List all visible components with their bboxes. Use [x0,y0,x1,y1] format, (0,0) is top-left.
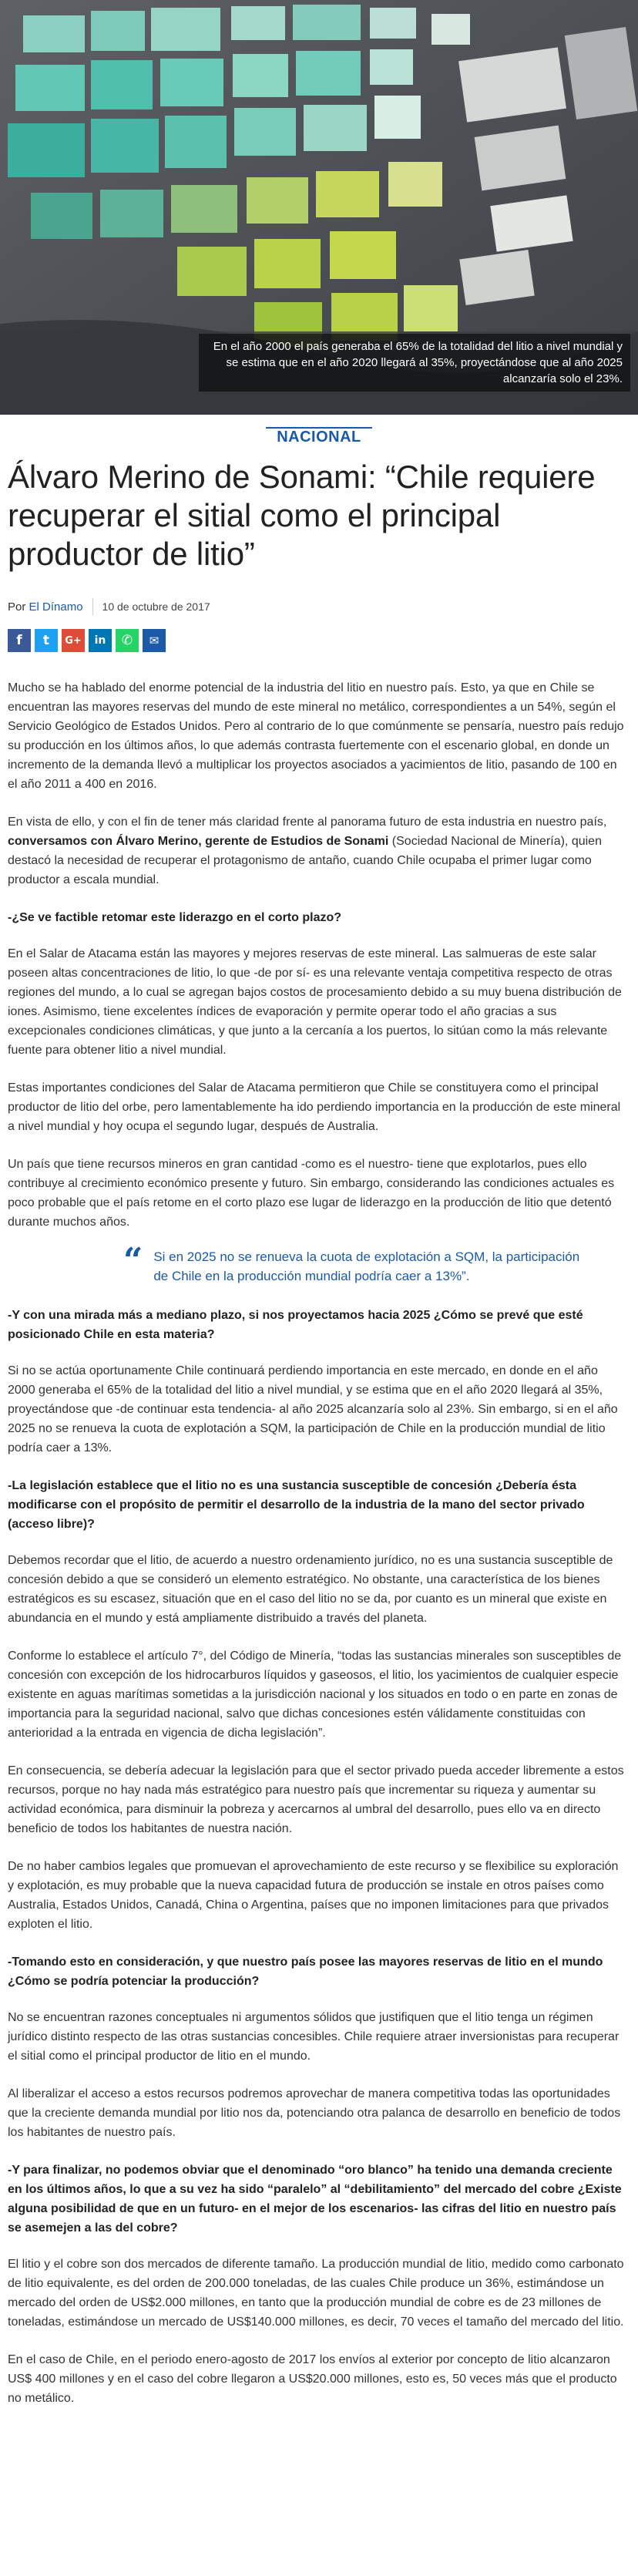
author-link[interactable]: El Dínamo [29,600,83,614]
paragraph: En consecuencia, se debería adecuar la legislación para que el sector privado pueda acceder libremente a estos recursos, porque no hay nada más estratégico para nuestro país que incrementar su riqueza y aumentar su actividad económica, para disminuir la pobreza y acercarnos al umbral del desarrollo, pues ello va en directo beneficio de todos los habitantes de nuestra nación. [8,1764,624,1835]
interview-question: -Y con una mirada más a mediano plazo, si nos proyectamos hacia 2025 ¿Cómo se prevé que esté posicionado Chile en esta materia? [8,1309,583,1341]
paragraph-text: (Sociedad Nacional de Minería), quien destacó la necesidad de recuperar el protagonismo de antaño, cuando Chile ocupaba el primer lugar como productor a escala mundial. [8,835,602,886]
interview-question: -¿Se ve factible retomar este liderazgo en el corto plazo? [8,911,342,924]
paragraph: En el caso de Chile, en el periodo enero-agosto de 2017 los envíos al exterior por concepto de litio alcanzaron US$ 400 millones y en el caso del cobre llegaron a US$20.000 millones, esto es, 50 veces más que el producto no metálico. [8,2353,617,2405]
paragraph: Al liberalizar el acceso a estos recursos podremos aprovechar de manera competitiva todas las oportunidades que la creciente demanda mundial por litio nos da, potenciando otra palanca de desarrollo en beneficio de todos los habitantes de nuestro país. [8,2087,621,2139]
googleplus-share-button[interactable] [62,629,85,652]
paragraph-highlight: conversamos con Álvaro Merino, gerente de Estudios de Sonami [8,835,389,848]
paragraph: De no haber cambios legales que promuevan el aprovechamiento de este recurso y se flexibilice su exploración y explotación, es muy probable que la nueva capacidad futura de producción se instale en otros países como Australia, Estados Unidos, Canadá, China o Argentina, países que no imponen limitaciones para que privados exploten el litio. [8,1860,619,1931]
byline [0,573,638,615]
linkedin-icon: in [94,634,106,647]
share-bar [0,615,638,652]
paragraph: Un país que tiene recursos mineros en gran cantidad -como es el nuestro- tiene que explotarlos, pues ello contribuye al crecimiento económico presente y futuro. Sin embargo, considerando las condiciones actuales es poco probable que el país retome en el corto plazo ese lugar de liderazgo en la producción de litio que detentó durante muchos años. [8,1158,615,1229]
paragraph: El litio y el cobre son dos mercados de diferente tamaño. La producción mundial de litio, medido como carbonato de litio equivalente, es del orden de 200.000 toneladas, de las cuales Chile produce un 36%, estimándose un mercado del orden de US$2.000 millones, en tanto que la producción mundial de cobre es de 23 millones de toneladas, estimándose un mercado de US$140.000 millones, es decir, 70 veces el tamaño del mercado del litio. [8,2258,624,2329]
article-title: Álvaro Merino de Sonami: “Chile requiere recuperar el sitial como el principal productor de litio” [8,459,596,572]
twitter-icon: t [42,633,50,648]
pull-quote [8,1241,626,1286]
facebook-share-button[interactable] [8,629,31,652]
whatsapp-icon: ✆ [121,633,133,648]
paragraph: En el Salar de Atacama están las mayores y mejores reservas de este mineral. Las salmueras de este salar poseen altas concentraciones de litio, lo que -de por sí- es una relevante ventaja competitiva respecto de otras regiones del mundo, a lo cual se agregan bajos costos de procesamiento debido a su muy buena distribución de iones. Asimismo, tiene excelentes índices de evaporación y permite operar todo el año gracias a sus excepcionales condiciones climáticas, y que junto a la cercanía a los puertos, lo sitúan como la más relevante fuente para obtener litio a nivel mundial. [8,947,622,1057]
paragraph: Debemos recordar que el litio, de acuerdo a nuestro ordenamiento jurídico, no es una sustancia susceptible de concesión debido a que se consideró un elemento estratégico. No obstante, una característica de los bienes estratégicos es su escasez, situación que en el caso del litio no se da, por cuanto es un mineral que existe en abundancia en el mundo y está ampliamente distribuido a través del planeta. [8,1554,613,1625]
interview-question: -Y para finalizar, no podemos obviar que el denominado “oro blanco” ha tenido una demanda creciente en los últimos años, lo que a su vez ha sido “paralelo” al “debilitamiento” del mercado del cobre ¿Existe alguna posibilidad de que en un futuro- en el mejor de los escenarios- las cifras del litio en nuestro país se asemejen a las del cobre? [8,2164,622,2235]
photo-caption: En el año 2000 el país generaba el 65% de la totalidad del litio a nivel mundial y se estima que en el año 2020 llegará al 35%, proyectándose que al año 2025 alcanzaría solo el 23%. [199,334,630,392]
email-icon: ✉ [149,634,160,647]
section-tag-label[interactable]: NACIONAL [266,427,372,446]
paragraph: No se encuentran razones conceptuales ni argumentos sólidos que justifiquen que el litio tenga un régimen jurídico distinto respecto de las otras sustancias concesibles. Chile requiere atraer inversionistas para recuperar el sitial como el principal productor de litio en el mundo. [8,2011,620,2063]
facebook-icon: f [16,633,22,648]
interview-question: -Tomando esto en consideración, y que nuestro país posee las mayores reservas de litio en el mundo ¿Cómo se podría potenciar la producción? [8,1956,603,1988]
byline-divider [92,598,93,615]
quote-icon: “ [123,1241,143,1280]
paragraph: Estas importantes condiciones del Salar de Atacama permitieron que Chile se constituyera como el principal productor de litio del orbe, pero lamentablemente ha ido perdiendo importancia en la producción de este mineral a nivel mundial y hoy ocupa el segundo lugar, después de Australia. [8,1081,621,1133]
paragraph: Mucho se ha hablado del enorme potencial de la industria del litio en nuestro país. Esto, ya que en Chile se encuentran las mayores reservas del mundo de este mineral no metálico, correspondientes a un 54%, según el Servicio Geológico de Estados Unidos. Pero al contrario de lo que comúnmente se pensaría, nuestro país redujo su producción en los últimos años, lo que además contrasta fuertemente con el escenario global, en donde un incremento de la demanda llevó a multiplicar los proyectos asociados a yacimientos de litio, pasando de 100 en el año 2011 a 400 en 2016. [8,681,624,791]
publish-date: 10 de octubre de 2017 [102,600,210,613]
paragraph: Si no se actúa oportunamente Chile continuará perdiendo importancia en este mercado, en donde en el año 2000 generaba el 65% de la totalidad del litio a nivel mundial, y se estima que en el año 2020 llegará al 35%, proyectándose que -de continuar esta tendencia- al año 2025 alcanzaría solo al 23%. Sin embargo, si en el año 2025 no se renueva la cuota de explotación a SQM, la participación de Chile en la producción mundial de litio podría caer a 13%. [8,1364,618,1454]
email-share-button[interactable] [143,629,166,652]
hero-image [0,0,638,418]
whatsapp-share-button[interactable] [116,629,139,652]
paragraph: Conforme lo establece el artículo 7°, del Código de Minería, “todas las sustancias minerales son susceptibles de concesión con excepción de los hidrocarburos líquidos y gaseosos, el litio, los yacimientos de cualquier especie existente en aguas marítimas sometidas a la jurisdicción nacional y los situados en todo o en parte en zonas de importancia para la seguridad nacional, salvo que dichas concesiones estén válidamente constituidas con anterioridad a la entrada en vigencia de dicha legislación”. [8,1650,622,1740]
interview-question: -La legislación establece que el litio no es una sustancia susceptible de concesión ¿Debería ésta modificarse con el propósito de permitir el desarrollo de la industria de la mano del sector privado (acceso libre)? [8,1479,585,1531]
linkedin-share-button[interactable] [89,629,112,652]
hero-divider [0,415,638,418]
paragraph-text: En vista de ello, y con el fin de tener más claridad frente al panorama futuro de esta industria en nuestro país, [8,816,607,829]
author-prefix: Por [8,600,29,614]
article-body [0,652,638,2408]
googleplus-icon: G+ [65,634,82,647]
pull-quote-text: Si en 2025 no se renueva la cuota de explotación a SQM, la participación de Chile en la producción mundial podría caer a 13%”. [153,1249,580,1283]
twitter-share-button[interactable] [35,629,58,652]
author [8,600,83,614]
paragraph [8,812,626,889]
section-tag[interactable] [0,429,638,449]
